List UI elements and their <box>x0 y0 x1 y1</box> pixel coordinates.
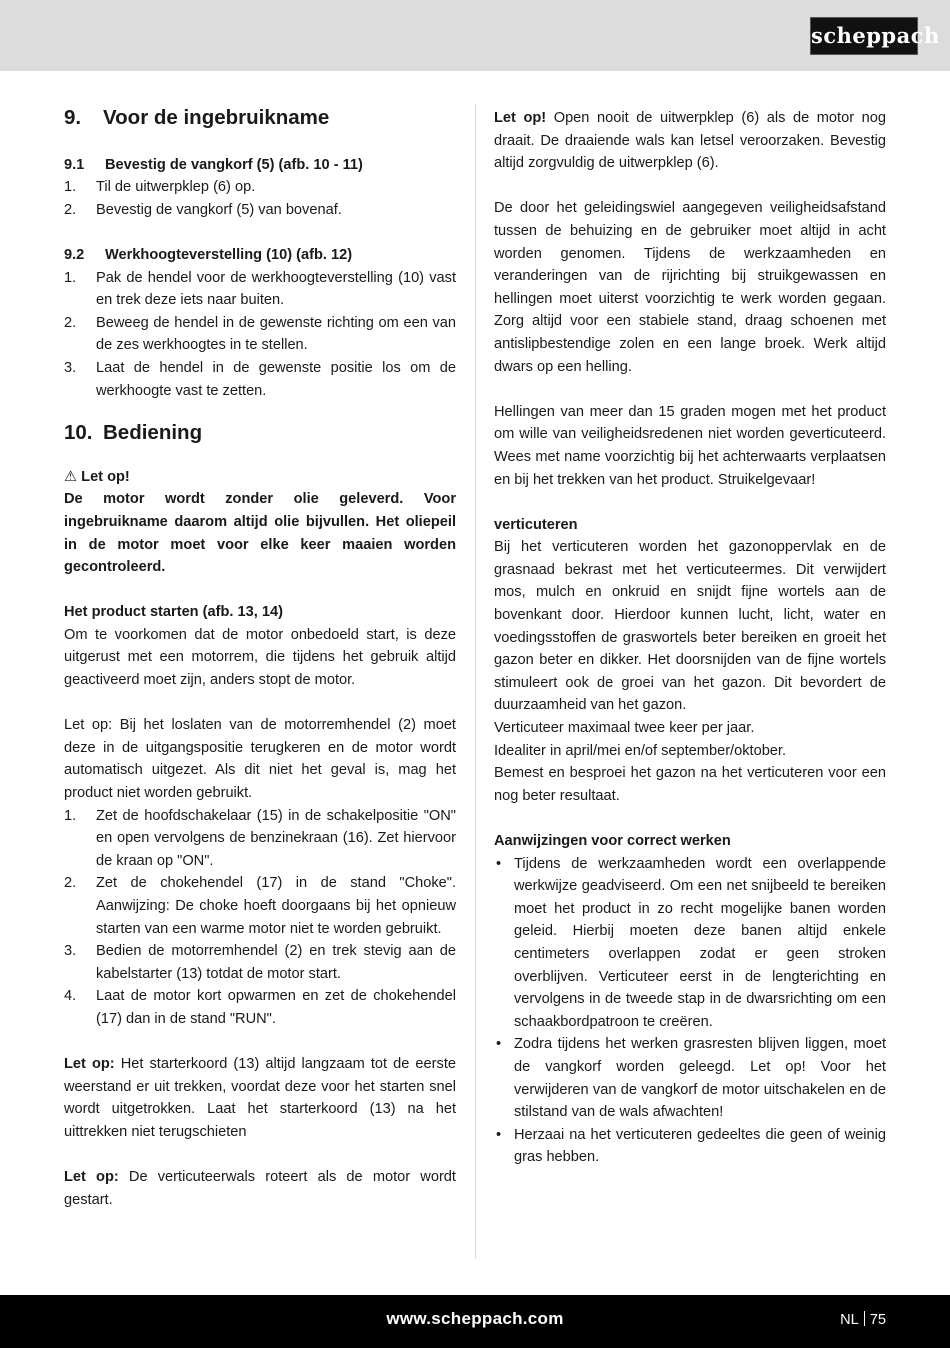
section-9-2-heading: 9.2 Werkhoogteverstelling (10) (afb. 12) <box>64 246 353 263</box>
verticuteren-line: Verticuteer maximaal twee keer per jaar. <box>494 720 755 737</box>
list-item: • Herzaai na het verticuteren gedeeltes die geen of weinig gras hebben. <box>496 1126 886 1166</box>
tips-heading: Aanwijzingen voor correct werken <box>494 833 731 849</box>
section-9-1-heading: 9.1 Bevestig de vangkorf (5) (afb. 10 - 11) <box>64 156 363 173</box>
section-9-2-list <box>64 267 456 403</box>
column-divider <box>475 104 476 1259</box>
scheppach-logo: scheppach <box>810 17 918 55</box>
warning-title: ⚠ Let op! <box>64 466 456 489</box>
website-link[interactable]: www.scheppach.com <box>386 1309 564 1328</box>
verticuteren-paragraph: Bij het verticuteren worden het gazonoppervlak en de grasnaad bekrast met het verticuteermes. Dit verwijdert mos, mulch en onkruid en snijdt fijne wortels aan de bovenkant door. Hierdoor kunnen lucht, licht, water en voedingsstoffen de graswortels beter bereiken en groeit het gazon beter en dikker. Het doorsnijden van de fijne wortels stimuleert ook de groei van het gazon. Dit bevordert de duurzaamheid van het gazon. <box>494 539 886 714</box>
list-item: 2. Beweeg de hendel in de gewenste richting om een van de zes werkhoogtes in te stellen. <box>64 314 456 354</box>
verticuteren-line: Bemest en besproei het gazon na het verticuteren voor een nog beter resultaat. <box>494 765 886 804</box>
right-column <box>494 107 886 1169</box>
language-code: NL <box>840 1312 859 1328</box>
page-indicator <box>840 1311 886 1328</box>
footer-bar <box>0 1295 950 1348</box>
section-9-1-list <box>64 176 456 221</box>
discharge-flap-note: Let op! Open nooit de uitwerpklep (6) als de motor nog draait. De draaiende wals kan letsel veroorzaken. Bevestig altijd zorgvuldig de uitwerpklep (6). <box>494 110 886 172</box>
list-item: 3. Laat de hendel in de gewenste positie los om de werkhoogte vast te zetten. <box>64 359 456 399</box>
list-item: 1. Pak de hendel voor de werkhoogteverstelling (10) vast en trek deze iets naar buiten. <box>64 269 456 309</box>
list-item: 3. Bedien de motorremhendel (2) en trek stevig aan de kabelstarter (13) totdat de motor start. <box>64 943 456 982</box>
list-item: 2. Bevestig de vangkorf (5) van bovenaf. <box>64 201 342 218</box>
list-item: 1. Zet de hoofdschakelaar (15) in de schakelpositie "ON" en open vervolgens de benzinekraan (16). Zet hiervoor de kraan op "ON". <box>64 807 456 869</box>
header-bar <box>0 0 950 71</box>
list-item: • Tijdens de werkzaamheden wordt een overlappende werkwijze geadviseerd. Om een net snijbeeld te bereiken moet het product in zo recht mogelijke banen worden geleid. Hierbij moeten deze banen altijd enkele centimeters overlappen zodat er geen stroken overblijven. Verticuteer eerst in de lengterichting en vervolgens in de tweede stap in de dwarsrichting om een schaakbordpatroon te creëren. <box>496 855 886 1030</box>
release-paragraph: Let op: Bij het loslaten van de motorremhendel (2) moet deze in de uitgangspositie terugkeren en de motor wordt automatisch uitgezet. Als dit niet het geval is, mag het product niet worden gebruikt. <box>64 717 456 802</box>
warning-triangle-icon: ⚠ <box>64 468 78 485</box>
start-paragraph: Om te voorkomen dat de motor onbedoeld start, is deze uitgerust met een motorrem, die tijdens het gebruik altijd geactiveerd moet zijn, anders stopt de motor. <box>64 626 456 689</box>
verticuteren-line: Idealiter in april/mei en/of september/oktober. <box>494 742 787 759</box>
warning-text: De motor wordt zonder olie geleverd. Voor ingebruikname daarom altijd olie bijvullen. Het oliepeil in de motor moet voor elke keer maaien worden gecontroleerd. <box>64 491 456 576</box>
list-item: • Zodra tijdens het werken grasresten blijven liggen, moet de vangkorf worden geleegd. Let op! Voor het verwijderen van de vangkorf de motor uitschakelen en de stilstand van de wals afwachten! <box>496 1036 886 1121</box>
tips-list <box>494 853 886 1169</box>
left-column <box>64 107 456 1211</box>
list-item: 4. Laat de motor kort opwarmen en zet de chokehendel (17) dan in de stand "RUN". <box>64 988 456 1027</box>
list-item: 1. Til de uitwerpklep (6) op. <box>64 179 256 196</box>
verticuteren-heading: verticuteren <box>494 516 578 533</box>
page-number: 75 <box>869 1312 886 1328</box>
slopes-paragraph: Hellingen van meer dan 15 graden mogen met het product om wille van veiligheidsredenen niet worden geverticuteerd. Wees met name voorzichtig bij het achterwaarts verplaatsen en bij het trekken van het product. Struikelgevaar! <box>494 403 886 488</box>
section-9-heading: 9. Voor de ingebruikname <box>64 106 330 129</box>
starter-cord-note: Let op: Het starterkoord (13) altijd langzaam tot de eerste weerstand er uit trekken, voordat deze voor het starten snel wordt uitgetrokken. Laat het starterkoord (13) na het uittrekken niet terugschieten <box>64 1056 456 1140</box>
roller-note: Let op: De verticuteerwals roteert als de motor wordt gestart. <box>64 1169 456 1208</box>
start-heading: Het product starten (afb. 13, 14) <box>64 604 283 621</box>
section-10-heading: 10. Bediening <box>64 421 203 445</box>
list-item: 2. Zet de chokehendel (17) in de stand "Choke". Aanwijzing: De choke hoeft doorgaans bij het opnieuw starten van een warme motor niet te worden gebruikt. <box>64 875 456 937</box>
start-steps-list <box>64 805 456 1031</box>
safety-distance-paragraph: De door het geleidingswiel aangegeven veiligheidsafstand tussen de behuizing en de gebruiker moet altijd in acht worden genomen. Tijdens de werkzaamheden en veranderingen van de rijrichting bij struikgewassen en hellingen moet uiterst voorzichtig te werk worden gegaan. Zorg altijd voor een stabiele stand, draag schoenen met antislipbestendige zolen en een lange broek. Werk altijd dwars op een helling. <box>494 200 886 375</box>
